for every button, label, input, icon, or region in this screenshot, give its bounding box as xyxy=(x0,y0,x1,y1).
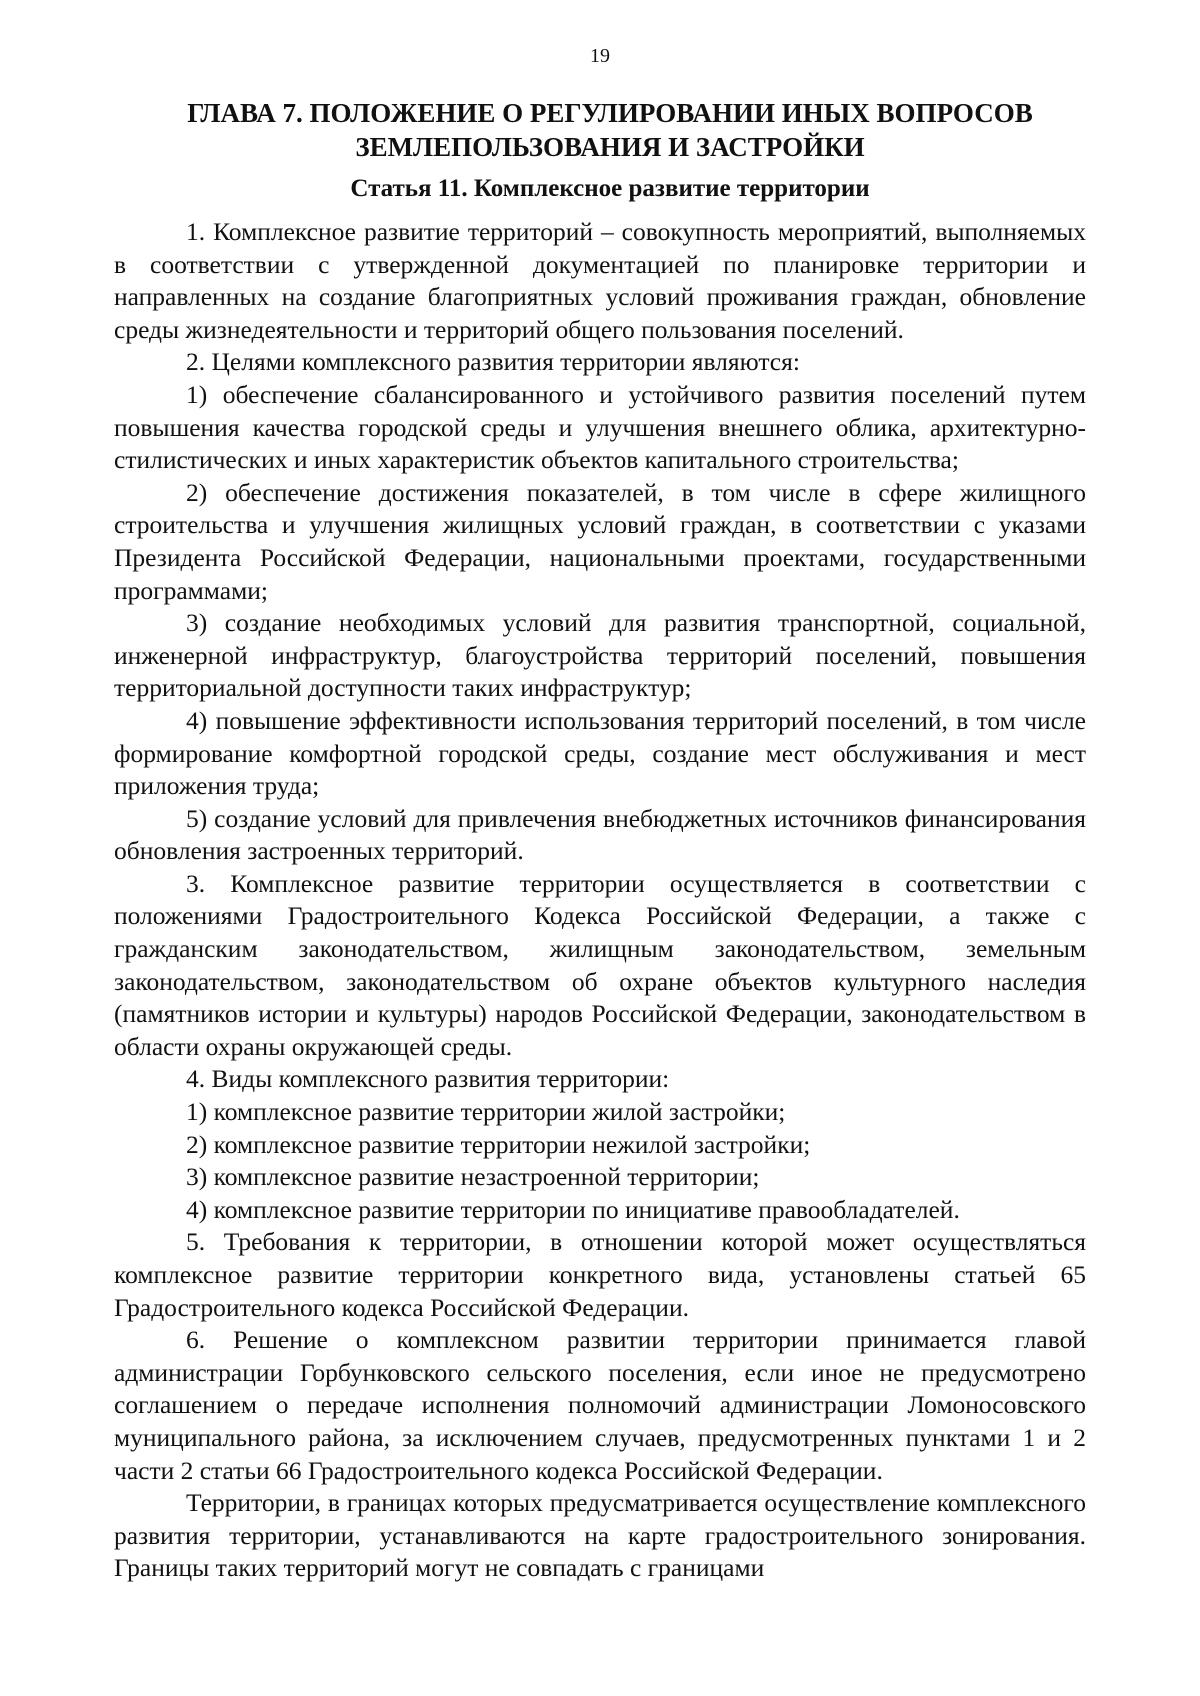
article-title: Статья 11. Комплексное развитие территории xyxy=(350,175,870,202)
paragraph-type-3: 3) комплексное развитие незастроенной территории; xyxy=(186,1162,760,1192)
paragraph-goal-4: 4) повышение эффективности использования территорий поселений, в том числе формирование комфортной городской среды, создание мест обслуживания и мест приложения труда; xyxy=(114,705,1086,801)
paragraph-type-1: 1) комплексное развитие территории жилой застройки; xyxy=(186,1097,786,1127)
paragraph-territories: Территории, в границах которых предусматривается осуществление комплексного развития территории, устанавливаются на карте градостроительного зонирования. Границы таких территорий могут не совпадать с границами xyxy=(114,1488,1086,1583)
paragraph-legislation: 3. Комплексное развитие территории осуществляется в соответствии с положениями Градостроительного Кодекса Российской Федерации, а также с гражданским законодательством, жилищным законодательством, земельным законодательством, законодательством об охране объектов культурного наследия (памятников истории и культуры) народов Российской Федерации, законодательством в области охраны окружающей среды. xyxy=(114,868,1086,1061)
paragraph-type-4: 4) комплексное развитие территории по инициативе правообладателей. xyxy=(186,1194,960,1224)
document-body xyxy=(114,216,1086,1585)
paragraph-goals-heading: 2. Целями комплексного развития территории являются: xyxy=(186,347,800,377)
paragraph-goal-5: 5) создание условий для привлечения внебюджетных источников финансирования обновления застроенных территорий. xyxy=(114,803,1086,866)
paragraph-goal-3: 3) создание необходимых условий для развития транспортной, социальной, инженерной инфраструктур, благоустройства территорий поселений, повышения территориальной доступности таких инфраструктур; xyxy=(114,608,1086,703)
paragraph-requirements: 5. Требования к территории, в отношении которой может осуществляться комплексное развитие территории конкретного вида, установлены статьей 65 Градостроительного кодекса Российской Федерации. xyxy=(114,1227,1086,1322)
chapter-title: ГЛАВА 7. ПОЛОЖЕНИЕ О РЕГУЛИРОВАНИИ ИНЫХ ВОПРОСОВ ЗЕМЛЕПОЛЬЗОВАНИЯ И ЗАСТРОЙКИ xyxy=(187,98,1033,162)
paragraph-goal-2: 2) обеспечение достижения показателей, в том числе в сфере жилищного строительства и улучшения жилищных условий граждан, в соответствии с указами Президента Российской Федерации, национальными проектами, государственными программами; xyxy=(114,477,1086,605)
paragraph-type-2: 2) комплексное развитие территории нежилой застройки; xyxy=(186,1129,811,1159)
paragraph-decision: 6. Решение о комплексном развитии территории принимается главой администрации Горбунковского сельского поселения, если иное не предусмотрено соглашением о передаче исполнения полномочий администрации Ломоносовского муниципального района, за исключением случаев, предусмотренных пунктами 1 и 2 части 2 статьи 66 Градостроительного кодекса Российской Федерации. xyxy=(114,1325,1086,1485)
paragraph-goal-1: 1) обеспечение сбалансированного и устойчивого развития поселений путем повышения качества городской среды и улучшения внешнего облика, архитектурно-стилистических и иных характеристик объектов капитального строительства; xyxy=(114,379,1086,475)
page-number: 19 xyxy=(590,45,610,67)
paragraph-definition: 1. Комплексное развитие территорий – совокупность мероприятий, выполняемых в соответствии с утвержденной документацией по планировке территории и направленных на создание благоприятных условий проживания граждан, обновление среды жизнедеятельности и территорий общего пользования поселений. xyxy=(114,217,1086,344)
paragraph-types-heading: 4. Виды комплексного развития территории: xyxy=(186,1064,670,1094)
